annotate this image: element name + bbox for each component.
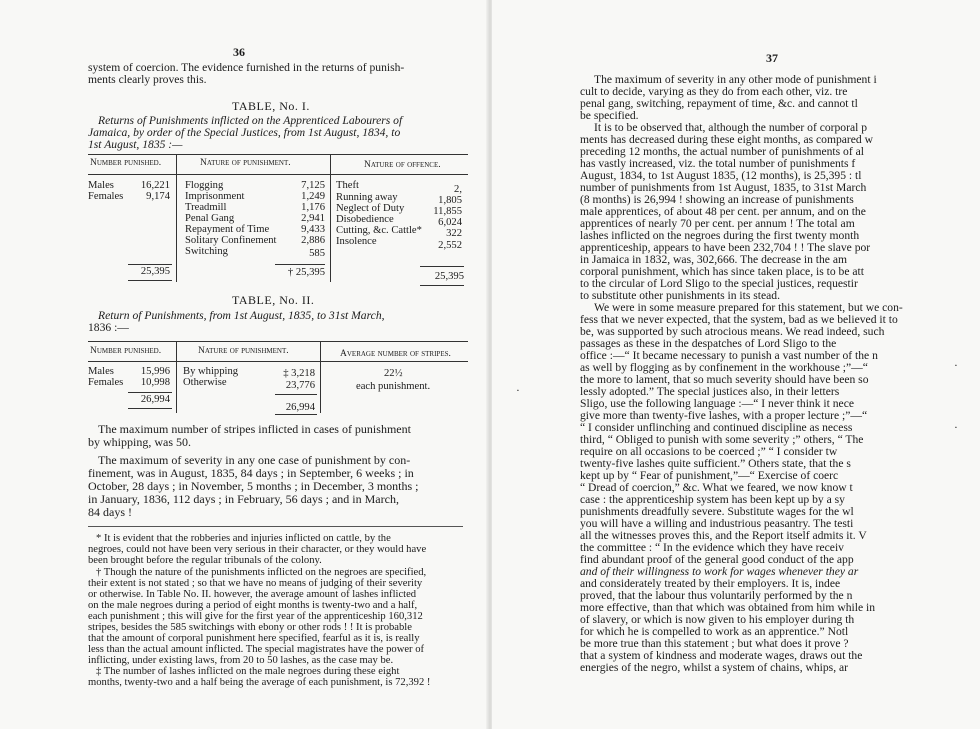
punishment-name: Treadmill <box>185 202 227 213</box>
intro-line: ments clearly proves this. <box>88 73 207 86</box>
body-line: has vastly increased, viz. the total number of punishments f <box>580 157 856 170</box>
punishment-value: 2,886 <box>301 235 325 246</box>
offence-value: 1,805 <box>438 195 462 206</box>
offence-value: 11,855 <box>433 206 462 217</box>
punishment-name: Imprisonment <box>185 191 245 202</box>
body-line: The maximum number of stripes inflicted in cases of punishment <box>98 422 411 436</box>
body-line: be more true than this statement ; but what does it prove ? <box>580 637 849 650</box>
body-line: give more than twenty-five lashes, with a proper lecture ;”—“ <box>580 409 868 422</box>
group-label: Males <box>88 180 114 191</box>
footnote-line: been brought before the regular tribunals of the colony. <box>88 555 322 566</box>
body-line: finement, was in August, 1835, 84 days ; in September, 6 weeks ; in <box>88 466 414 480</box>
body-line: October, 28 days ; in November, 5 months ; in December, 3 months ; <box>88 479 419 493</box>
column-header: Number punished. <box>90 158 162 168</box>
intro-line: system of coercion. The evidence furnished in the returns of punish- <box>88 61 405 74</box>
body-line: corporal punishment, which has since taken place, is to be att <box>580 265 864 278</box>
punishment-name: Otherwise <box>183 377 227 388</box>
body-line: to substitute other punishments in its stead. <box>580 289 780 302</box>
body-line: you will have a willing and industrious peasantry. The testi <box>580 517 854 530</box>
offence-value: 322 <box>446 228 462 239</box>
group-label: Females <box>88 377 124 388</box>
table2-caption: Return of Punishments, from 1st August, 1835, to 31st March, <box>98 309 385 322</box>
body-line: and of their willingness to work for wages whenever they ar <box>580 565 859 578</box>
footnote-line: months, twenty-two and a half being the average of each punishment, is 72,392 ! <box>88 677 431 688</box>
body-line: The maximum of severity in any other mode of punishment i <box>594 73 877 86</box>
punishment-name: Penal Gang <box>185 213 235 224</box>
group-value: 16,221 <box>140 180 170 191</box>
body-line: to the circular of Lord Sligo to the special justices, requestir <box>580 277 858 290</box>
punishment-name: Repayment of Time <box>185 224 270 235</box>
body-line: for which he is compelled to work as an apprentice.” Notl <box>580 625 849 638</box>
footnote-line: † Though the nature of the punishments inflicted on the negroes are specified, <box>96 567 427 578</box>
body-line: ments has decreased during these eight months, as compared w <box>580 133 873 146</box>
footnote-line: or otherwise. In Table No. II. however, the average amount of lashes inflicted <box>88 589 417 600</box>
group-value: 15,996 <box>140 366 170 377</box>
footnote-line: ‡ The number of lashes inflicted on the male negroes during these eight <box>96 666 400 677</box>
column-header: Nature of offence. <box>364 160 441 170</box>
column-header: Nature of punishment. <box>198 346 289 356</box>
punishment-value: 7,125 <box>301 180 325 191</box>
body-line: lashes inflicted on the negroes during the first twenty month <box>580 229 860 242</box>
punishment-name: Solitary Confinement <box>185 235 277 246</box>
body-line: It is to be observed that, although the number of corporal p <box>594 121 868 134</box>
body-line: be, was supported by such atrocious means. We read indeed, such <box>580 325 885 338</box>
body-line: August, 1834, to 1st August 1835, (12 months), is 25,395 : tl <box>580 169 862 182</box>
body-line: “ Dread of coercion,” &c. What we feared, we now know t <box>580 481 853 494</box>
body-line: be specified. <box>580 109 639 122</box>
punishment-value: 1,249 <box>301 191 325 202</box>
column-header: Nature of punishment. <box>200 158 291 168</box>
body-line: apprenticeship, appears to have been 232,704 ! ! The slave por <box>580 241 871 254</box>
body-line: cult to decide, varying as they do from each other, viz. tre <box>580 85 848 98</box>
body-line: the more to lament, that so much severity should have been so <box>580 373 869 386</box>
body-line: office :—“ It became necessary to punish a vast number of the n <box>580 349 878 362</box>
left-page <box>0 0 488 729</box>
offence-value: 6,024 <box>438 217 462 228</box>
footnote-line: negroes, could not have been very serious in their character, or they would have <box>88 544 427 555</box>
table1-caption: Returns of Punishments inflicted on the Apprenticed Labourers of <box>98 114 403 127</box>
body-line: energies of the negro, whilst a system of chains, whips, ar <box>580 661 848 674</box>
body-line: and considerately treated by their employers. It is, indee <box>580 577 841 590</box>
body-line: find abundant proof of the general good conduct of the app <box>580 553 854 566</box>
body-line: The maximum of severity in any one case of punishment by con- <box>98 453 411 467</box>
body-line: that a system of kindness and moderate wages, draws out the <box>580 649 863 662</box>
page-number: 36 <box>233 45 245 59</box>
body-line: lessly adopted.” The special justices also, in their letters <box>580 385 840 398</box>
punishment-value: 9,433 <box>301 224 325 235</box>
margin-mark: · <box>954 421 958 434</box>
body-line: (8 months) is 26,994 ! showing an increase of punishments <box>580 193 854 206</box>
page-number: 37 <box>766 51 778 65</box>
table1-heading: TABLE, No. I. <box>232 99 310 113</box>
group-label: Males <box>88 366 114 377</box>
body-line: “ I consider unflinching and continued discipline as necess <box>580 421 853 434</box>
body-line: 84 days ! <box>88 505 132 519</box>
margin-mark: · <box>954 359 958 372</box>
punishment-value: 2,941 <box>301 213 325 224</box>
total-offence: 25,395 <box>434 271 464 282</box>
offence-value: 2, <box>454 184 462 195</box>
body-line: We were in some measure prepared for this statement, but we con- <box>594 301 903 314</box>
footnote-line: their extent is not stated ; so that we have no means of judging of their severity <box>88 578 423 589</box>
punishment-name: Flogging <box>185 180 224 191</box>
punishment-value: 585 <box>309 248 325 259</box>
offence-name: Disobedience <box>336 214 394 225</box>
punishment-value: 23,776 <box>285 380 315 391</box>
punishment-name: Switching <box>185 246 228 257</box>
offence-name: Running away <box>336 192 398 203</box>
body-line: Sligo, use the following language :—“ I never think it nece <box>580 397 854 410</box>
body-line: proved, that the labour thus voluntarily performed by the n <box>580 589 853 602</box>
group-label: Females <box>88 191 124 202</box>
average-value: 22½ <box>384 368 403 379</box>
footnote-line: less than the actual amount inflicted. The special magistrates have the power of <box>88 644 425 655</box>
body-line: in January, 1836, 112 days ; in February, 56 days ; and in March, <box>88 492 399 506</box>
right-page <box>492 0 980 729</box>
body-line: by whipping, was 50. <box>88 435 191 449</box>
footnote-line: that the amount of corporal punishment here specified, fearful as it is, is really <box>88 633 420 644</box>
offence-name: Neglect of Duty <box>336 203 405 214</box>
body-line: male apprentices, of about 48 per cent. per annum, and on the <box>580 205 866 218</box>
footnote-line: each punishment ; this will give for the first year of the apprenticeship 160,312 <box>88 611 423 622</box>
body-line: preceding 12 months, the actual number of punishments of al <box>580 145 864 158</box>
body-line: of slavery, or which is now given to his employer during th <box>580 613 855 626</box>
offence-name: Theft <box>336 180 359 191</box>
group-value: 10,998 <box>140 377 170 388</box>
body-line: third, “ Obliged to punish with some severity ;” others, “ The <box>580 433 864 446</box>
body-line: as well by flogging as by confinement in the workhouse ;”—“ <box>580 361 868 374</box>
group-value: 9,174 <box>146 191 170 202</box>
body-line: apprentices of nearly 70 per cent. per annum ! The total am <box>580 217 855 230</box>
table1-caption: 1st August, 1835 :— <box>88 138 183 151</box>
body-line: twenty-five lashes quite sufficient.” Others state, that the s <box>580 457 851 470</box>
footnote-line: on the male negroes during a period of eight months is twenty-two and a half, <box>88 600 418 611</box>
body-line: more effective, than that which was obtained from him while in <box>580 601 876 614</box>
total-punishment: † 25,395 <box>287 267 325 278</box>
body-line: punishments dreadfully severe. Substitute wages for the wl <box>580 505 854 518</box>
average-unit: each punishment. <box>356 381 431 392</box>
total-number: 26,994 <box>140 394 170 405</box>
body-line: require on all occasions to be coerced ;” “ I consider tw <box>580 445 838 458</box>
table2-heading: TABLE, No. II. <box>232 293 315 307</box>
body-line: the committee : “ In the evidence which they have receiv <box>580 541 844 554</box>
column-header: Average number of stripes. <box>340 349 451 359</box>
body-line: all the witnesses proves this, and the Report itself admits it. V <box>580 529 867 542</box>
punishment-name: By whipping <box>183 366 239 377</box>
column-header: Number punished. <box>90 346 162 356</box>
body-line: number of punishments from 1st August, 1835, to 31st March <box>580 181 867 194</box>
offence-name: Cutting, &c. Cattle* <box>336 225 422 236</box>
offence-name: Insolence <box>336 236 377 247</box>
total-number: 25,395 <box>140 266 170 277</box>
body-line: in Jamaica in 1832, was, 302,666. The decrease in the am <box>580 253 848 266</box>
body-line: penal gang, switching, repayment of time, &c. and cannot tl <box>580 97 858 110</box>
footnote-line: stripes, besides the 585 switchings with ebony or other rods ! ! It is probable <box>88 622 412 633</box>
table2-caption: 1836 :— <box>88 321 129 334</box>
punishment-value: 1,176 <box>301 202 325 213</box>
footnote-line: inflicting, under existing laws, from 20 to 50 lashes, as the case may be. <box>88 655 394 666</box>
margin-mark: · <box>516 384 520 397</box>
footnote-line: * It is evident that the robberies and injuries inflicted on cattle, by the <box>96 533 391 544</box>
body-line: kept up by “ Fear of punishment,”—“ Exercise of coerc <box>580 469 839 482</box>
punishment-value: ‡ 3,218 <box>283 368 315 379</box>
total-punishment: 26,994 <box>285 402 315 413</box>
body-line: passages as these in the despatches of Lord Sligo to the <box>580 337 837 350</box>
body-line: case : the apprenticeship system has been kept up by a sy <box>580 493 845 506</box>
table1-caption: Jamaica, by order of the Special Justices, from 1st August, 1834, to <box>88 126 401 139</box>
body-line: fess that we never expected, that the system, bad as we believed it to <box>580 313 898 326</box>
offence-value: 2,552 <box>438 240 462 251</box>
